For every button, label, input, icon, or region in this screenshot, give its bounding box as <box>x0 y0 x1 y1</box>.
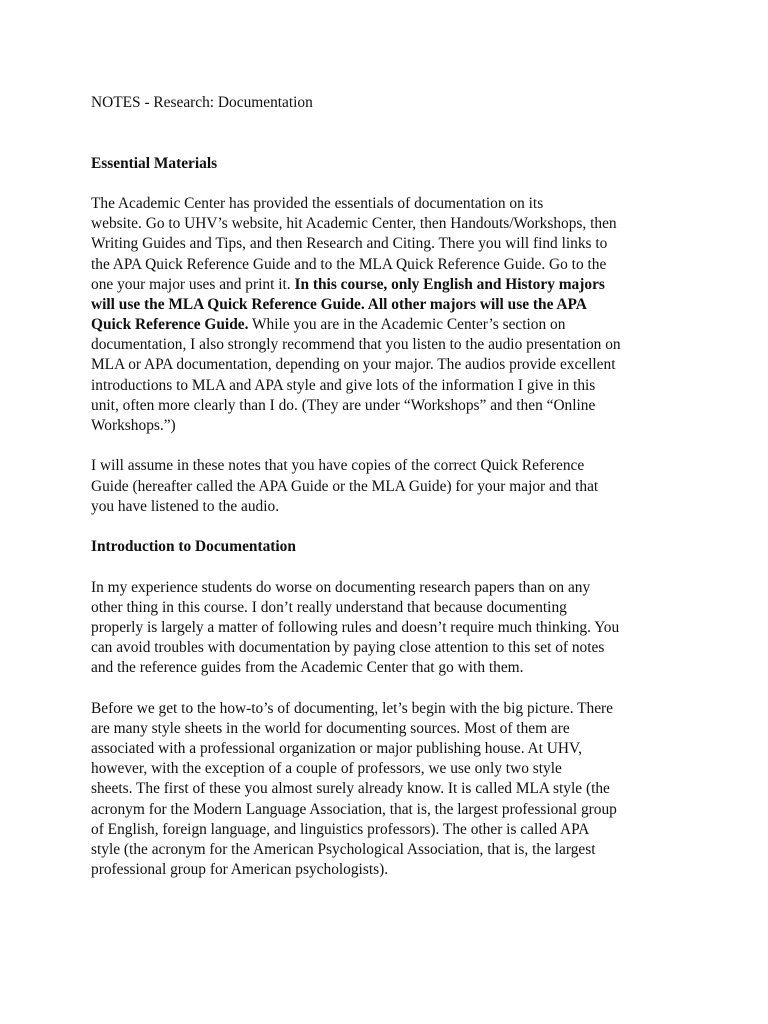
paragraph-line: The Academic Center has provided the essentials of documentation on its <box>91 194 544 212</box>
spacer <box>91 557 691 577</box>
paragraph-line: introductions to MLA and APA style and give lots of the information I give in this <box>91 376 596 394</box>
paragraph-line: associated with a professional organization or major publishing house. At UHV, <box>91 740 582 757</box>
paragraph-line <box>91 295 691 315</box>
paragraph-line: can avoid troubles with documentation by paying close attention to this set of notes <box>91 639 605 657</box>
paragraph-line <box>91 275 691 295</box>
paragraph-experience <box>91 578 691 679</box>
emphasis-text: In this course, only English and History majors <box>294 275 605 293</box>
paragraph-big-picture <box>91 699 691 881</box>
paragraph-line: and the reference guides from the Academic Center that go with them. <box>91 659 524 677</box>
paragraph-line: professional group for American psychologists). <box>91 861 389 879</box>
paragraph-text: one your major uses and print it. <box>91 275 295 293</box>
paragraph-line: properly is largely a matter of following rules and doesn’t require much thinking. You <box>91 618 620 636</box>
spacer <box>91 133 691 153</box>
paragraph-line: are many style sheets in the world for documenting sources. Most of them are <box>91 719 570 737</box>
paragraph-line: acronym for the Modern Language Association, that is, the largest professional group <box>91 800 617 818</box>
paragraph-line: Writing Guides and Tips, and then Research and Citing. There you will find links to <box>91 235 608 253</box>
paragraph-line <box>91 315 691 335</box>
paragraph-essential-materials <box>91 194 691 436</box>
emphasis-text: will use the MLA Quick Reference Guide. All other majors will use the APA <box>91 295 587 313</box>
document-body <box>91 93 691 880</box>
spacer <box>91 436 691 456</box>
paragraph-line: Guide (hereafter called the APA Guide or the MLA Guide) for your major and that <box>91 477 599 495</box>
paragraph-line: Workshops.”) <box>91 417 176 434</box>
spacer <box>91 517 691 537</box>
paragraph-line: I will assume in these notes that you have copies of the correct Quick Reference <box>91 457 585 475</box>
paragraph-line: sheets. The first of these you almost surely already know. It is called MLA style (the <box>91 780 610 798</box>
spacer <box>91 174 691 194</box>
paragraph-line: In my experience students do worse on documenting research papers than on any <box>91 578 591 596</box>
paragraph-line: MLA or APA documentation, depending on your major. The audios provide excellent <box>91 356 616 374</box>
paragraph-line: website. Go to UHV’s website, hit Academic Center, then Handouts/Workshops, then <box>91 215 617 233</box>
paragraph-line: however, with the exception of a couple of professors, we use only two style <box>91 760 562 778</box>
paragraph-line: style (the acronym for the American Psychological Association, that is, the largest <box>91 840 596 858</box>
spacer <box>91 113 691 133</box>
paragraph-line: the APA Quick Reference Guide and to the MLA Quick Reference Guide. Go to the <box>91 255 607 273</box>
paragraph-line: unit, often more clearly than I do. (They are under “Workshops” and then “Online <box>91 396 596 414</box>
paragraph-text: While you are in the Academic Center’s section on <box>248 316 566 334</box>
paragraph-line: you have listened to the audio. <box>91 497 280 515</box>
paragraph-line: other thing in this course. I don’t really understand that because documenting <box>91 598 567 616</box>
section-heading-essential-materials: Essential Materials <box>91 154 218 172</box>
document-title: NOTES - Research: Documentation <box>91 94 313 111</box>
emphasis-text: Quick Reference Guide. <box>91 316 249 334</box>
paragraph-line: Before we get to the how-to’s of documenting, let’s begin with the big picture. There <box>91 699 614 717</box>
paragraph-line: documentation, I also strongly recommend that you listen to the audio presentation on <box>91 336 621 354</box>
paragraph-assumption <box>91 456 691 517</box>
section-heading-introduction: Introduction to Documentation <box>91 538 296 556</box>
spacer <box>91 678 691 698</box>
paragraph-line: of English, foreign language, and linguistics professors). The other is called APA <box>91 820 590 838</box>
